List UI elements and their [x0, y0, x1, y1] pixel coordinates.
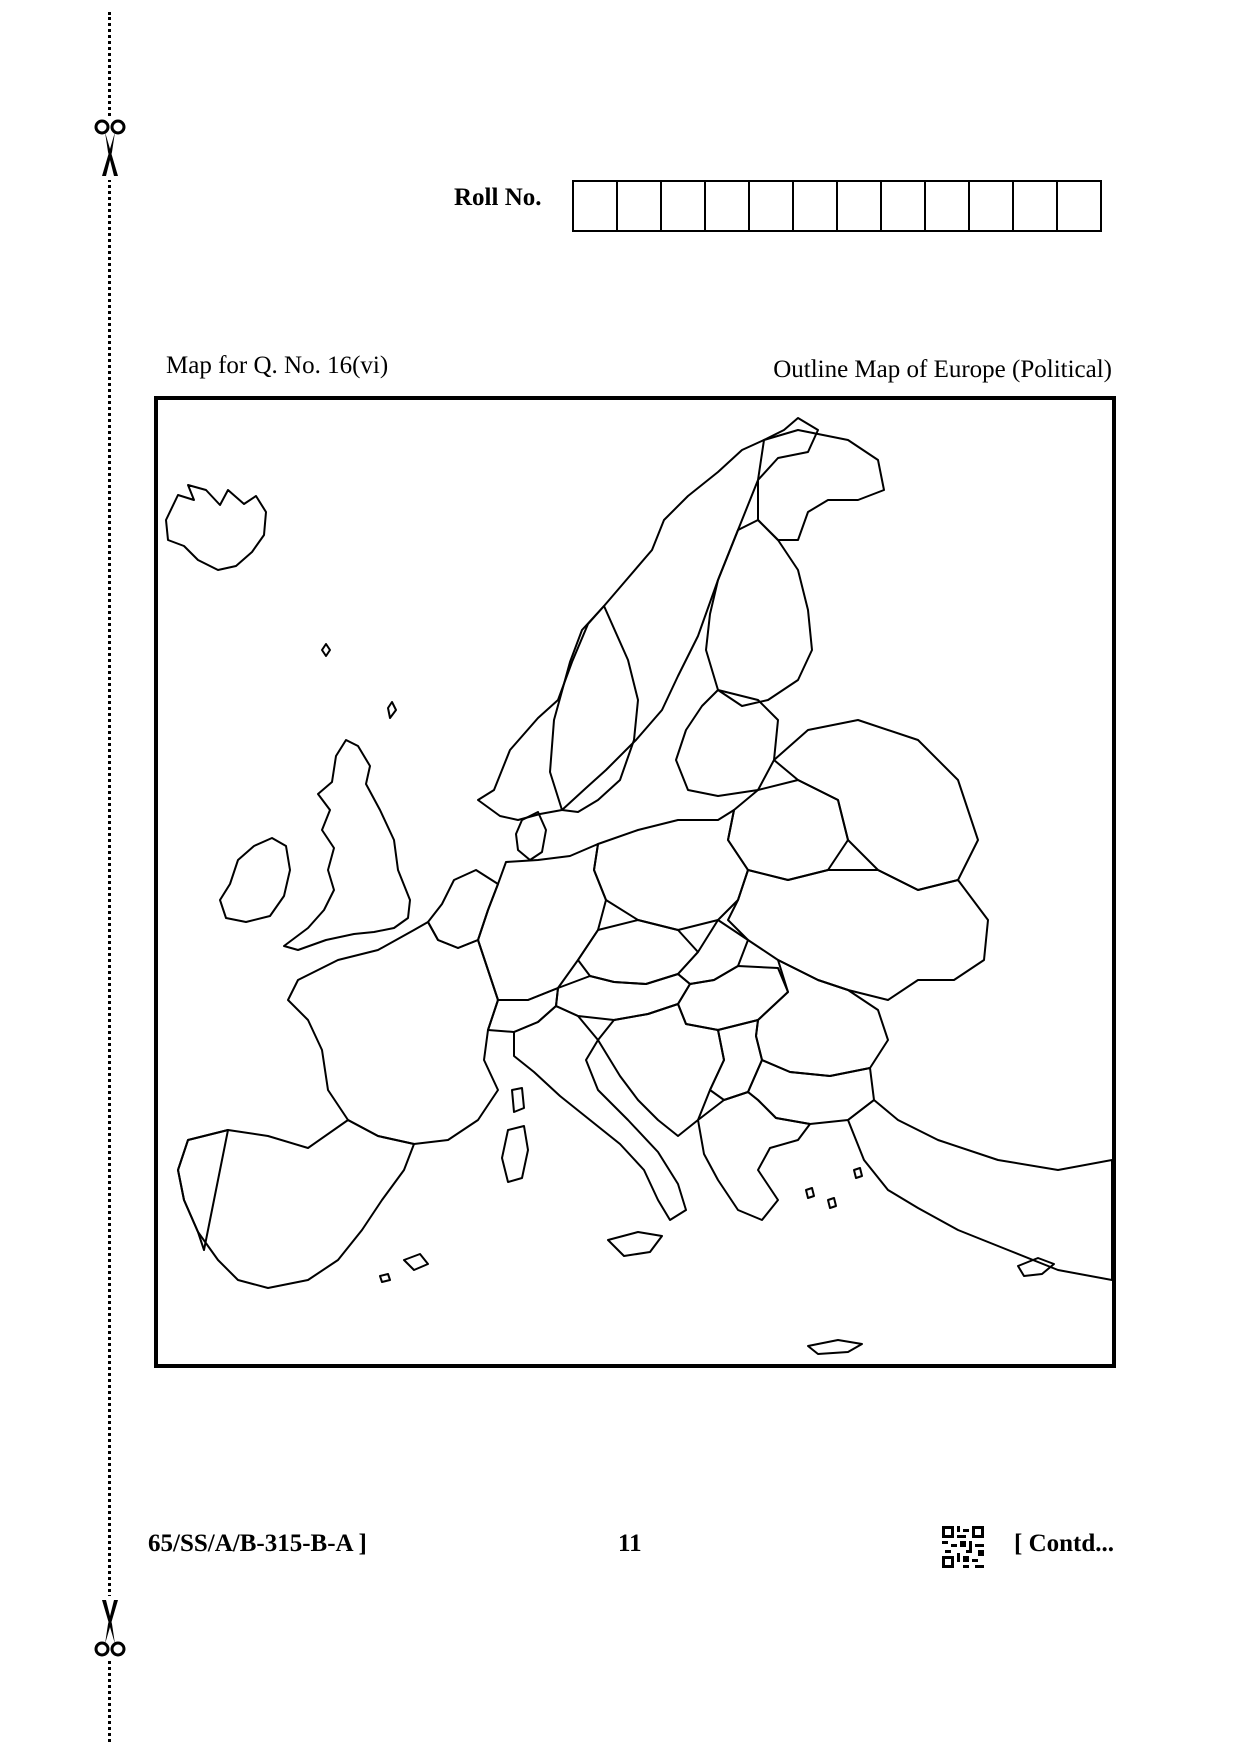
- roll-number-box[interactable]: [838, 182, 882, 230]
- roll-number-box[interactable]: [662, 182, 706, 230]
- map-region-france: [288, 922, 498, 1144]
- scissors-icon: [88, 1596, 132, 1658]
- map-region-iceland: [166, 485, 266, 570]
- map-region-portugal: [178, 1130, 228, 1250]
- map-region-crete: [808, 1340, 862, 1354]
- roll-number-box[interactable]: [1014, 182, 1058, 230]
- roll-number-label: Roll No.: [454, 184, 542, 211]
- map-region-finland: [706, 520, 812, 706]
- map-region-sardinia: [502, 1126, 528, 1182]
- roll-number-box[interactable]: [706, 182, 750, 230]
- map-title: Outline Map of Europe (Political): [773, 356, 1112, 383]
- map-region-turkey: [848, 1100, 1112, 1280]
- cut-line: [108, 12, 111, 1742]
- page-number: 11: [618, 1530, 642, 1557]
- map-region-ukraine: [728, 870, 988, 1000]
- map-region-sicily: [608, 1232, 662, 1256]
- scissors-icon: [88, 118, 132, 180]
- roll-number-box[interactable]: [1058, 182, 1102, 230]
- map-region-greece: [698, 1092, 810, 1220]
- roll-number-boxes[interactable]: [572, 180, 1102, 232]
- map-region-ireland: [220, 838, 290, 922]
- roll-number-box[interactable]: [882, 182, 926, 230]
- map-island: [404, 1254, 428, 1270]
- map-region-benelux: [428, 870, 498, 948]
- map-island: [388, 702, 396, 718]
- map-region-scandinavia: [478, 418, 818, 820]
- map-region-russia-north: [758, 430, 884, 540]
- map-region-romania: [756, 960, 888, 1076]
- map-island: [828, 1198, 836, 1208]
- map-question-label: Map for Q. No. 16(vi): [166, 352, 389, 379]
- map-region-balkans-west: [598, 1004, 724, 1136]
- map-island: [322, 644, 330, 656]
- map-region-russia-west: [774, 720, 978, 890]
- paper-code: 65/SS/A/B-315-B-A ]: [148, 1530, 367, 1557]
- map-region-corsica: [512, 1088, 524, 1112]
- map-region-great-britain: [284, 740, 410, 950]
- map-region-serbia: [710, 1020, 762, 1100]
- map-island: [854, 1168, 862, 1178]
- map-region-hungary: [678, 966, 788, 1030]
- roll-number-box[interactable]: [574, 182, 618, 230]
- map-island: [380, 1274, 390, 1282]
- map-region-austria: [556, 974, 690, 1020]
- map-region-baltics: [676, 690, 778, 796]
- roll-number-box[interactable]: [926, 182, 970, 230]
- europe-outline-map: [154, 396, 1116, 1368]
- map-region-switzerland: [488, 988, 558, 1032]
- roll-number-box[interactable]: [618, 182, 662, 230]
- roll-number-box[interactable]: [750, 182, 794, 230]
- roll-number-box[interactable]: [794, 182, 838, 230]
- map-region-poland: [594, 810, 748, 930]
- qr-code-icon: [942, 1526, 984, 1568]
- continued-label: [ Contd...: [1014, 1530, 1115, 1557]
- roll-number-box[interactable]: [970, 182, 1014, 230]
- map-island: [806, 1188, 814, 1198]
